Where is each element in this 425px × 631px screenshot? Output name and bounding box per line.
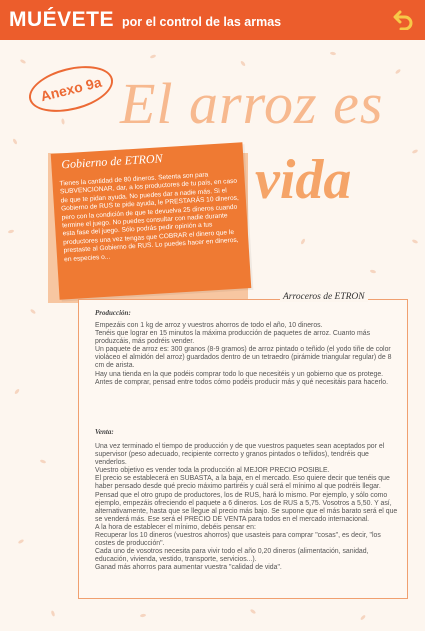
venta-paragraph: Recuperar los 10 dineros (vuestros ahorros) que usasteis para comprar "cosas", es decir, "los costes de producción".	[95, 532, 381, 548]
produccion-paragraph: Tenéis que lograr en 15 minutos la máxima producción de paquetes de arroz. Cuanto más produzcáis, más podréis vender.	[95, 330, 371, 346]
annex-label: Anexo 9a	[38, 73, 104, 105]
venta-paragraph: El precio se establecerá en SUBASTA, a la baja, en el mercado. Eso quiere decir que tenéis que haber pensado desde qué precio máximo partiréis y cuál será el mínimo al que podréis llegar. Pensad que el otro grupo de productores, los de RUS, hará lo mismo. Por ejemplo, y sólo como ejemplo, empezáis ofreciendo el paquete a 6 dineros. Los de RUS a 5,75. Vosotros a 5,50. Y así, alternativamente, hasta que se llegue al precio más bajo. Se supone que el más barato será el que se venderá más. Ese será el PRECIO DE VENTA para todos en el mercado internacional.	[95, 475, 398, 523]
produccion-paragraph: Hay una tienda en la que podéis comprar todo lo que necesitéis y un gobierno que os protege.	[95, 370, 384, 378]
produccion-paragraph: Antes de comprar, pensad entre todos cómo podéis producir más y qué necesitáis para hacerlo.	[95, 378, 389, 386]
header-bar	[0, 0, 425, 40]
venta-label: Venta:	[95, 428, 114, 436]
back-button[interactable]	[391, 6, 417, 32]
annex-badge	[24, 58, 118, 120]
page-title-line1: El arroz es	[120, 71, 384, 136]
page-title-line2: vida	[255, 149, 352, 211]
venta-paragraph: Ganad más ahorros para aumentar vuestra "calidad de vida".	[95, 564, 282, 572]
government-heading: Gobierno de ETRON	[60, 151, 163, 172]
produccion-label: Producción:	[95, 309, 131, 317]
venta-paragraph: A la hora de establecer el mínimo, debéis pensar en:	[95, 523, 256, 531]
header-subtitle: por el control de las armas	[122, 15, 282, 29]
venta-section	[95, 443, 401, 573]
venta-paragraph: Una vez terminado el tiempo de producción y de que vuestros paquetes sean aceptados por el supervisor (peso adecuado, recipiente correcto y granos pintados o teñidos), tendréis que venderlos.	[95, 443, 385, 467]
venta-paragraph: Cada uno de vosotros necesita para vivir todo el año 0,20 dineros (alimentación, sanidad, educación, vivienda, vestido, transporte, servicios...).	[95, 548, 369, 564]
government-body: Tienes la cantidad de 80 dineros. Setenta son para SUBVENCIONAR, dar, a los productores de tu país, en caso de que te pidan ayuda. No puedes dar a nadie más. Si el Gobierno de RUS te pide ayuda, le PRESTARÁS 10 dineros, pero con la condición de que te devuelva 25 dineros cuando termine el juego. No puedes consultar con nadie durante esta fase del juego. Sólo podrás pedir opinión a tus productores una vez tengas que COBRAR el dinero que le prestaste al Gobierno de RUS. Lo puedes hacer en dineros, en especies o...	[59, 171, 240, 264]
produccion-paragraph: Empezáis con 1 kg de arroz y vuestros ahorros de todo el año, 10 dineros.	[95, 322, 323, 329]
producers-heading: Arroceros de ETRON	[280, 292, 368, 302]
produccion-section	[95, 322, 401, 387]
back-arrow-icon	[393, 8, 415, 30]
government-box	[51, 142, 252, 299]
brand-title: MUÉVETE	[9, 8, 115, 31]
venta-paragraph: Vuestro objetivo es vender toda la producción al MEJOR PRECIO POSIBLE.	[95, 467, 330, 475]
produccion-paragraph: Un paquete de arroz es: 300 granos (8-9 gramos) de arroz pintado o teñido (el yodo tiñe de color violáceo el almidón del arroz) guardados dentro de un tetraedro (pirámide triangular regular) de 8 cm de arista.	[95, 346, 392, 370]
